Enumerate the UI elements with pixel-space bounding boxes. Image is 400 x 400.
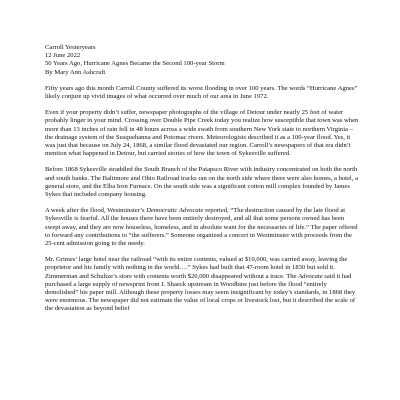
paragraph-4-text-before: A week after the flood, Westminster’s <box>45 207 147 215</box>
paragraph-3: Before 1868 Sykesville straddled the South Branch of the Patapsco River with industry concentrated on both the north and south banks. The Baltimore and Ohio Railroad tracks ran on the north side where there were also homes, a hotel, a general store, and the Elba Iron Furnace. On the south side was a significant cotton mill complex founded by James Sykes that included company housing. <box>45 166 358 199</box>
article <box>45 44 360 322</box>
column-title: Carroll Yesteryears <box>45 44 96 51</box>
paragraph-4-newspaper-name: Democratic Advocate <box>146 207 204 215</box>
paragraph-5-newspaper-name: Advocate <box>298 272 323 280</box>
article-header <box>45 44 360 77</box>
paragraph-2: Even if your property didn’t suffer, newspaper photographs of the village of Detour under nearly 25 feet of water probably linger in your mind. Crossing over Double Pipe Creek today you realize how susceptible that town was when more than 13 inches of rain fell in 48 hours across a wide swath from southern New York state to northern Virginia – the drainage system of the Susquehanna and Potomac rivers. Meteorologists described it as a 100-year flood. Yes, it was just that because on July 24, 1868, a similar flood devastated our region. Carroll’s newspapers of that era didn’t mention what happened in Detour, but carried stories of how the town of Sykesville suffered. <box>45 109 359 158</box>
paragraph-5 <box>45 256 360 313</box>
paragraph-5-text-before: Mr. Grimes’ large hotel near the railroad “with its entire contents, valued at $10,000, was carried away, leaving the proprietor and his family with nothing in the world….” Sykes had built that 47-room hotel in 1830 but sold it. Zimmerman and Schultze’s store with contents worth $20,000 disappeared without a trace. The <box>45 256 348 280</box>
paragraph-1: Fifty years ago this month Carroll County suffered its worst flooding in over 100 years. The words “Hurricane Agnes” likely conjure up vivid images of what occurred over much of our area in June 1972. <box>45 84 358 101</box>
article-headline: 50 Years Ago, Hurricane Agnes Became the Second 100-year Storm <box>45 60 225 68</box>
paragraph-4-text-after: reported, “The destruction caused by the late flood at Sykesville is fearful. All the houses there have been entirely destroyed, and all that some persons owned has been swept away, and they are now houseless, homeless, and in absolute want for the necessaries of life.” The paper offered to forward any contributions to “the sufferers.” Someone organized a concert in Westminster with proceeds from the 25-cent admission going to the needy. <box>45 207 358 248</box>
paragraph-4 <box>45 207 360 248</box>
article-date: 12 June 2022 <box>45 52 81 60</box>
paragraph-5-text-after: said it had purchased a large supply of newsprint from J. Shaeck upstream in Woodbine just before the flood “entirely demolished” his paper mill. Although these property losses may seem insignificant by today’s standards, in 1868 they were enormous. The newspaper did not estimate the value of local crops or livestock lost, but it described the scale of the devastation as beyond belief <box>45 272 356 313</box>
article-byline: By Mary Ann Ashcraft <box>45 68 106 76</box>
